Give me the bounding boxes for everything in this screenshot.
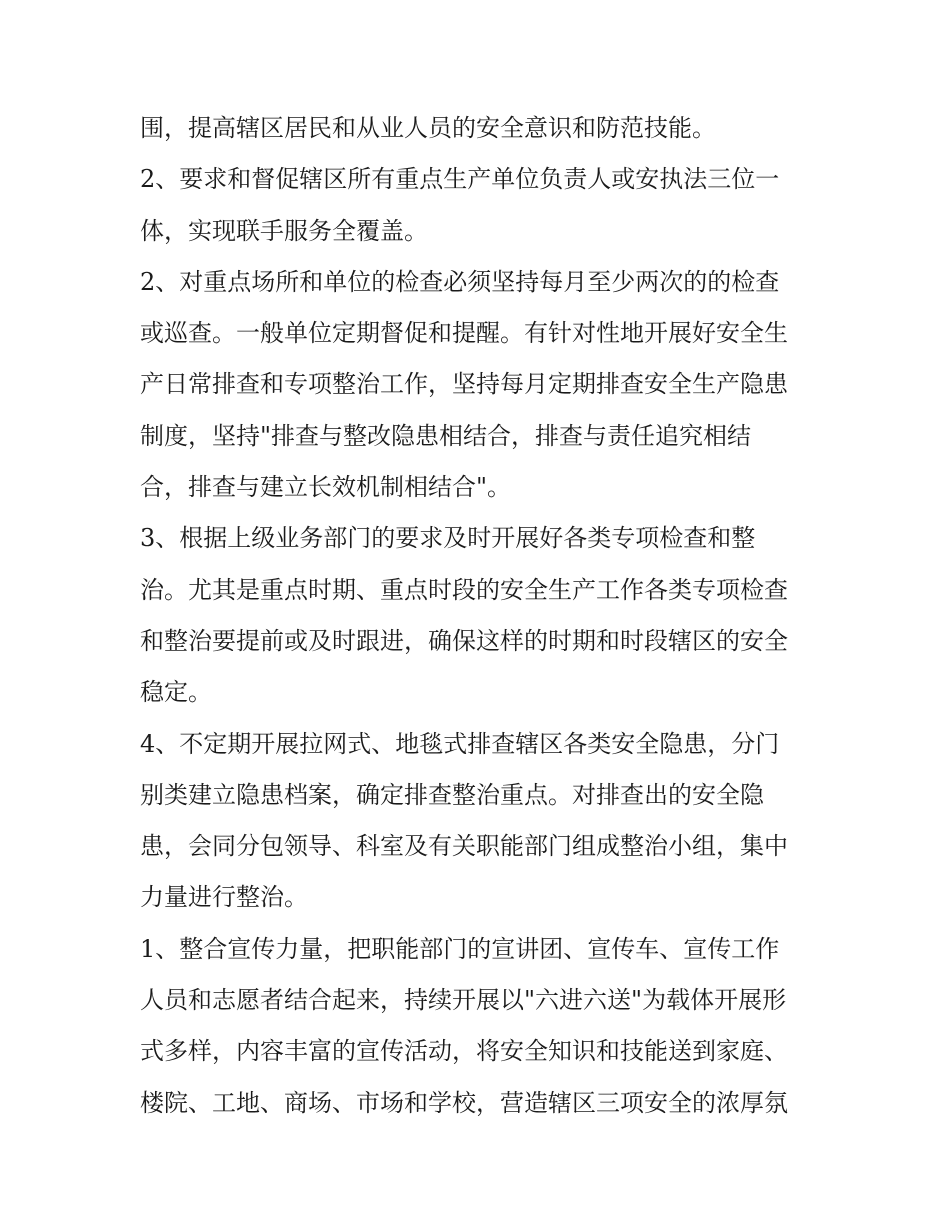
text-line: 治。尤其是重点时期、重点时段的安全生产工作各类专项检查 xyxy=(140,575,788,604)
document-body xyxy=(140,103,820,1129)
text-line: 和整治要提前或及时跟进，确保这样的时期和时段辖区的安全 xyxy=(140,626,788,655)
text-line: 3、根据上级业务部门的要求及时开展好各类专项检查和整 xyxy=(140,524,756,553)
text-line: 人员和志愿者结合起来，持续开展以"六进六送"为载体开展形 xyxy=(140,986,787,1015)
text-line: 或巡查。一般单位定期督促和提醒。有针对性地开展好安全生 xyxy=(140,319,788,348)
text-line: 2、要求和督促辖区所有重点生产单位负责人或安执法三位一 xyxy=(140,165,780,194)
text-line: 围，提高辖区居民和从业人员的安全意识和防范技能。 xyxy=(140,114,716,142)
text-line: 合，排查与建立长效机制相结合"。 xyxy=(140,473,512,502)
text-line: 体，实现联手服务全覆盖。 xyxy=(140,216,428,245)
text-line: 4、不定期开展拉网式、地毯式排查辖区各类安全隐患，分门 xyxy=(140,729,780,758)
text-line: 别类建立隐患档案，确定排查整治重点。对排查出的安全隐 xyxy=(140,780,764,809)
text-line: 稳定。 xyxy=(140,678,212,707)
text-line: 产日常排查和专项整治工作，坚持每月定期排查安全生产隐患 xyxy=(140,370,788,399)
text-line: 制度，坚持"排查与整改隐患相结合，排查与责任追究相结 xyxy=(140,421,752,450)
text-line: 式多样，内容丰富的宣传活动，将安全知识和技能送到家庭、 xyxy=(140,1037,788,1066)
text-line: 1、整合宣传力量，把职能部门的宣讲团、宣传车、宣传工作 xyxy=(140,934,780,963)
text-line: 楼院、工地、商场、市场和学校，营造辖区三项安全的浓厚氛 xyxy=(140,1088,788,1117)
text-line: 2、对重点场所和单位的检查必须坚持每月至少两次的的检查 xyxy=(140,267,780,296)
text-line: 力量进行整治。 xyxy=(140,883,308,912)
text-line: 患，会同分包领导、科室及有关职能部门组成整治小组，集中 xyxy=(140,832,788,861)
